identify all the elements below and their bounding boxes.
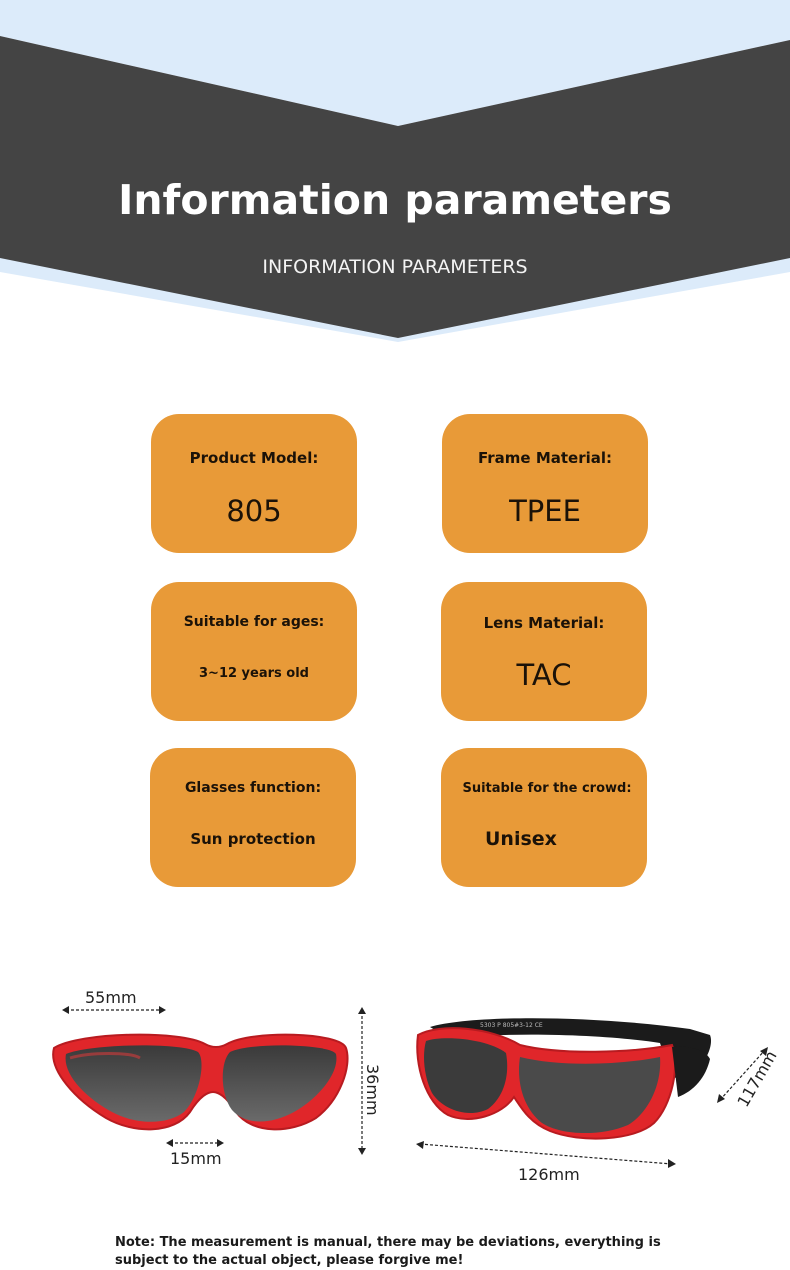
measurement-note: Note: The measurement is manual, there may be deviations, everything is subject to the actual object, please forgive me!	[115, 1235, 661, 1268]
frame-material-card	[442, 414, 648, 553]
lens-material-label: Lens Material:	[483, 614, 605, 632]
lens-width-label: 55mm	[85, 988, 137, 1007]
page-subtitle: INFORMATION PARAMETERS	[262, 256, 528, 278]
glasses-side-view	[410, 1005, 720, 1150]
function-card	[150, 748, 356, 887]
frame-material-label: Frame Material:	[477, 449, 613, 467]
lens-material-value: TAC	[516, 658, 572, 692]
bridge-label: 15mm	[170, 1149, 222, 1168]
product-model-label: Product Model:	[189, 449, 319, 467]
product-model-card	[151, 414, 357, 553]
ages-card	[151, 582, 357, 721]
crowd-value: Unisex	[485, 828, 557, 850]
lens-material-card	[441, 582, 647, 721]
crowd-label: Suitable for the crowd:	[462, 781, 632, 796]
crowd-card	[441, 748, 647, 887]
page-title: Information parameters	[118, 176, 672, 224]
ages-label: Suitable for ages:	[183, 614, 325, 630]
function-label: Glasses function:	[184, 780, 322, 796]
temple-length-label: 117mm	[733, 1047, 781, 1111]
temple-print: 5303 P 805#3-12 CE	[480, 1022, 543, 1029]
lens-height-label: 36mm	[363, 1064, 382, 1116]
frame-width-label: 126mm	[518, 1165, 580, 1184]
ages-value: 3~12 years old	[199, 666, 309, 681]
product-model-value: 805	[226, 494, 282, 528]
frame-material-value: TPEE	[509, 494, 581, 528]
function-value: Sun protection	[190, 830, 316, 848]
